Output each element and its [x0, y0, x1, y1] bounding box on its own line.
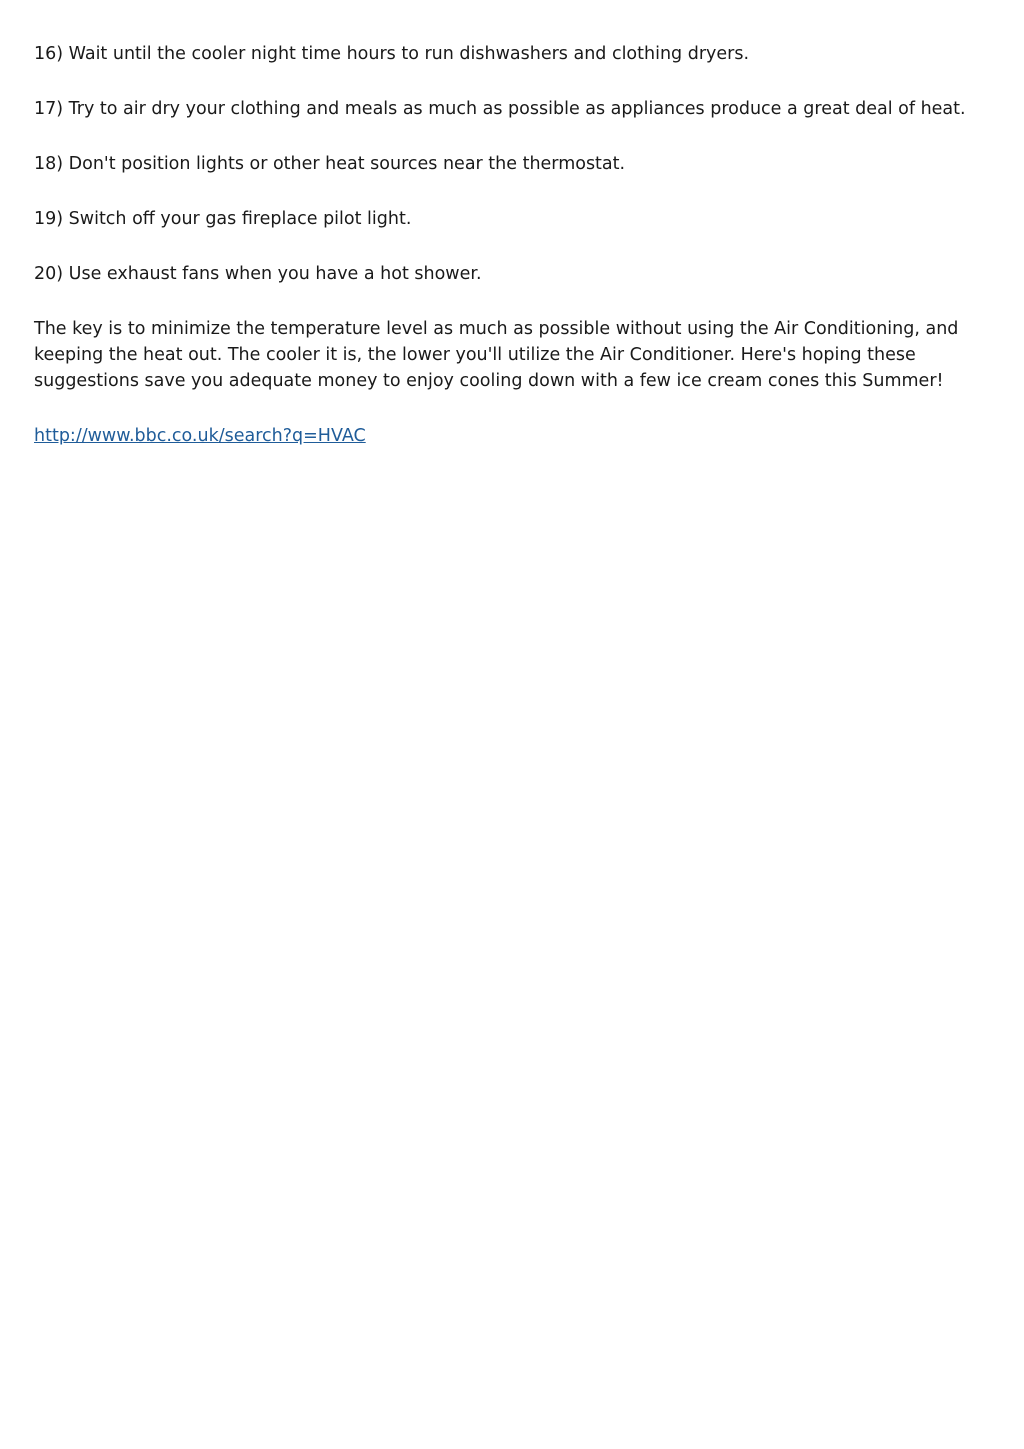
tip-item-18: 18) Don't position lights or other heat sources near the thermostat.	[34, 154, 626, 174]
tip-item-20: 20) Use exhaust fans when you have a hot shower.	[34, 264, 482, 284]
source-link[interactable]: http://www.bbc.co.uk/search?q=HVAC	[34, 426, 366, 446]
tip-item-19: 19) Switch off your gas fireplace pilot light.	[34, 209, 412, 229]
document-page	[34, 41, 990, 467]
source-link-paragraph	[34, 423, 990, 449]
summary-paragraph: The key is to minimize the temperature level as much as possible without using the Air Conditioning, and keeping the heat out. The cooler it is, the lower you'll utilize the Air Conditioner. Here's hoping these suggestions save you adequate money to enjoy cooling down with a few ice cream cones this Summer!	[34, 319, 959, 391]
tip-item-16: 16) Wait until the cooler night time hours to run dishwashers and clothing dryers.	[34, 44, 750, 64]
tip-item-17: 17) Try to air dry your clothing and meals as much as possible as appliances produce a great deal of heat.	[34, 99, 966, 119]
